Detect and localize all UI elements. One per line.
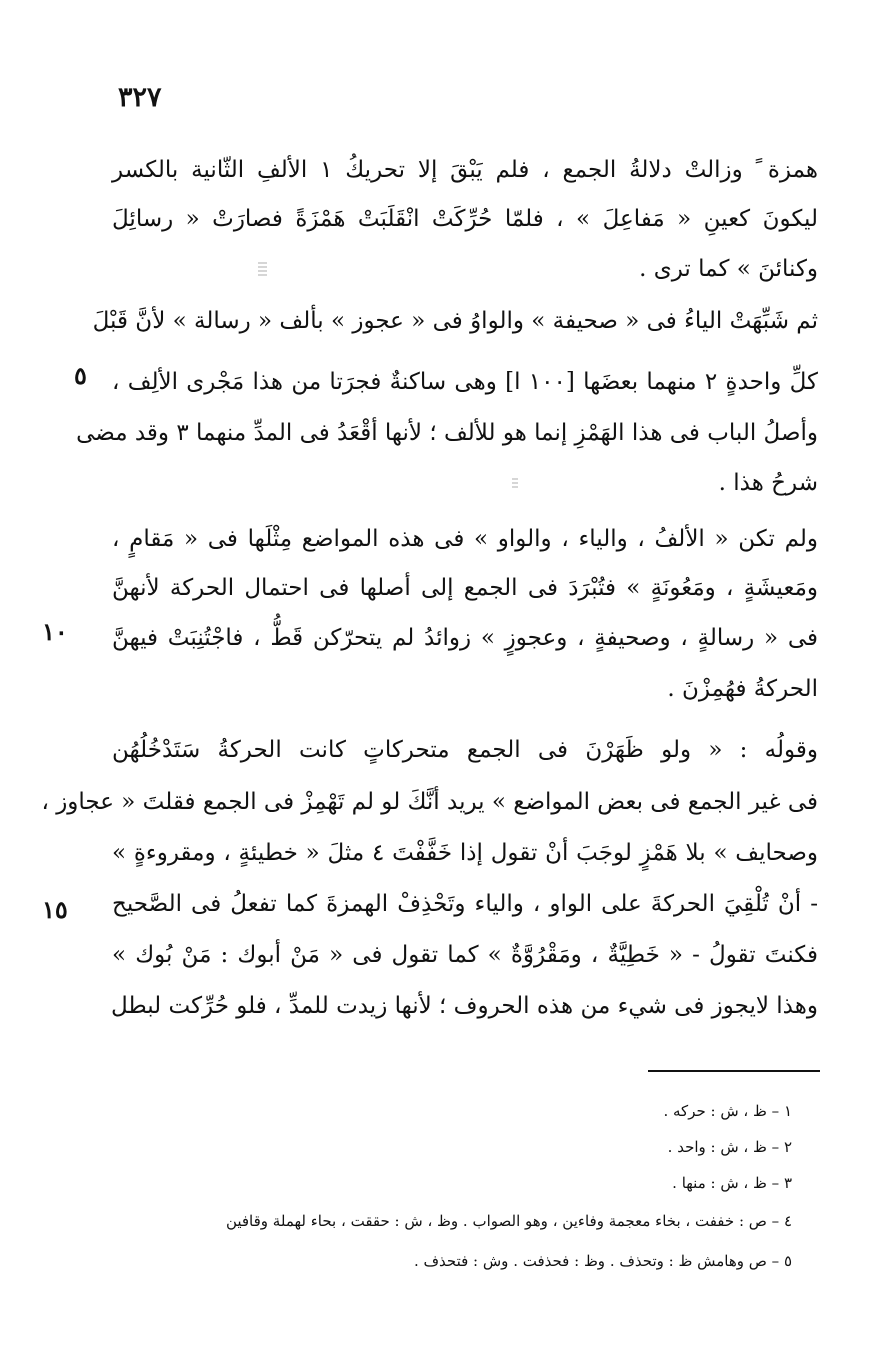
text-line: وكنائنَ » كما ترى . [639,256,818,282]
footnote-separator [648,1070,820,1072]
text-line: همزة ً وزالتْ دلالةُ الجمع ، فلم يَبْقَ إلا تحريكُ ١ الألفِ الثّانية بالكسر [112,157,818,183]
footnote: ٤ – ص : خففت ، بخاء معجمة وفاءين ، وهو الصواب . وظ ، ش : حققت ، بحاء لهملة وقافين [225,1212,792,1230]
line-number-15: ١٥ [42,895,68,924]
text-line: وهذا لايجوز فى شيء من هذه الحروف ؛ لأنها زيدت للمدِّ ، فلو حُرِّكت لبطل [110,993,818,1019]
text-line: ثم شَبِّهَتْ الياءُ فى « صحيفة » والواوُ فى « عجوز » بألف « رسالة » لأنَّ قَبْلَ [92,308,818,334]
text-line: وأصلُ الباب فى هذا الهَمْزِ إنما هو للألف ؛ لأنها أقْعَدُ فى المدِّ منهما ٣ وقد مضى [76,420,818,446]
text-line: ليكونَ كعينِ « مَفاعِلَ » ، فلمّا حُرِّكَتْ انْقَلَبَتْ هَمْزَةً فصارَتْ « رسائِلَ [112,206,818,232]
line-number-5: ٥ [74,361,87,390]
page-number: ٣٢٧ [118,82,162,113]
text-line: شرحُ هذا . [718,470,818,496]
text-line: الحركةُ فهُمِزْنَ . [667,676,818,702]
footnote: ٣ – ظ ، ش : منها . [672,1174,792,1192]
text-line: وقولُه : « ولو ظَهَرْنَ فى الجمع متحركاتٍ كانت الحركةُ سَتَدْخُلُهُن [112,737,818,763]
text-line: ولم تكن « الألفُ ، والياء ، والواو » فى هذه المواضع مِثْلَها فى « مَقامٍ ، [112,526,818,552]
footnote: ٥ – ص وهامش ظ : وتحذف . وظ : فحذفت . وش : فتحذف . [413,1252,792,1270]
text-line: فى غير الجمع فى بعض المواضع » يريد أنَّكَ لو لم تَهْمِزْ فى الجمع فقلتَ « عجاوز ، [41,789,818,815]
scan-speck [258,262,267,276]
text-line: كلِّ واحدةٍ ٢ منهما بعضَها [١٠٠ ا] وهى ساكنةٌ فجرَتا من هذا مَجْرى الألِف ، [112,369,819,395]
text-line: - أنْ تُلْقِيَ الحركةَ على الواو ، والياء وتَحْذِفْ الهمزةَ كما تفعلُ فى الصَّحيح [112,891,818,917]
text-line: فكنتَ تقولُ - « خَطِيَّةٌ ، ومَقْرُوَّةٌ » كما تقول فى « مَنْ أبوك : مَنْ بُوك » [112,942,818,968]
line-number-10: ١٠ [42,617,68,646]
footnote: ١ – ظ ، ش : حركه . [663,1102,792,1120]
scan-speck [512,478,518,488]
text-line: وصحايف » بلا هَمْزٍ لوجَبَ أنْ تقول إذا خَفَّفْتَ ٤ مثلَ « خطيئةٍ ، ومقروءةٍ » [112,840,818,866]
footnote: ٢ – ظ ، ش : واحد . [667,1138,792,1156]
text-line: ومَعيشَةٍ ، ومَعُونَةٍ » فتُبْرَدَ فى الجمع إلى أصلها فى احتمال الحركة لأنهنَّ [112,575,818,601]
text-line: فى « رسالةٍ ، وصحيفةٍ ، وعجوزٍ » زوائدُ لم يتحرّكن قَطُّ ، فاجْتُنِبَتْ فيهنَّ [112,625,818,651]
